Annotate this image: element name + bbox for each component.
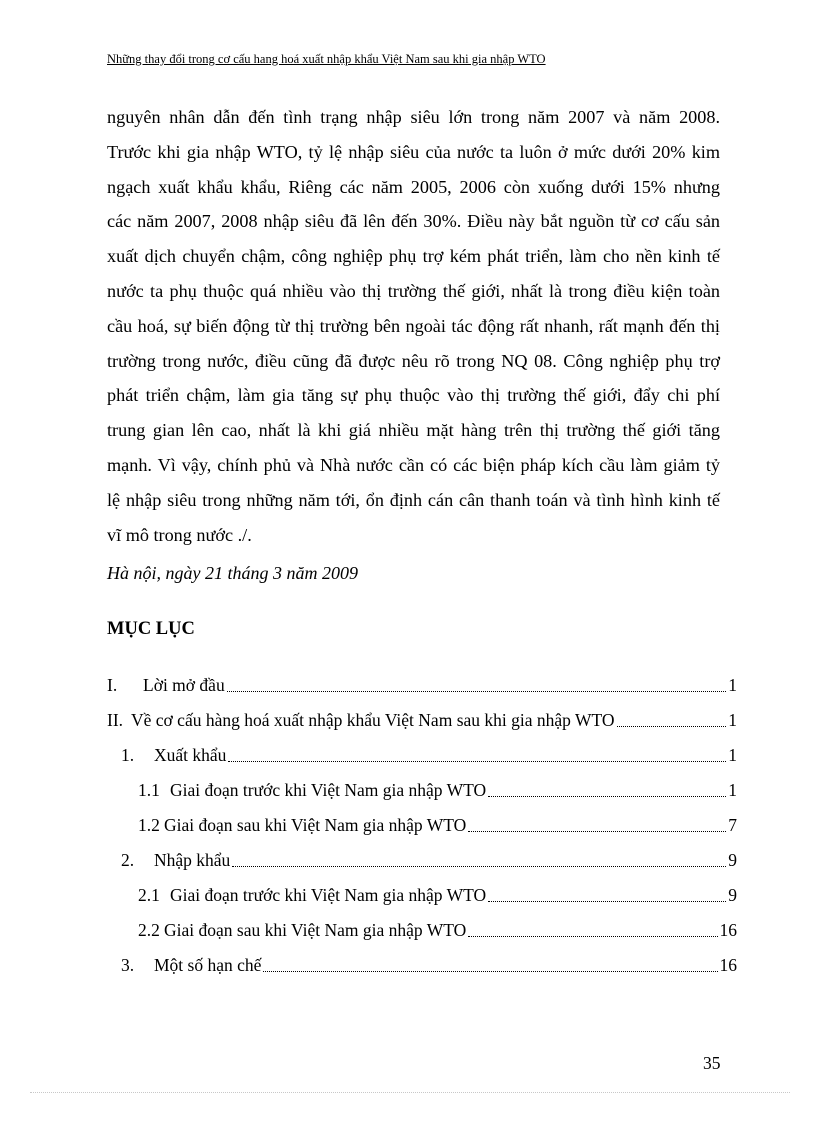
toc-entry[interactable] — [107, 672, 737, 698]
toc-entry-label: Giai đoạn trước khi Việt Nam gia nhập WTO — [170, 780, 487, 800]
toc-entry-page: 9 — [728, 850, 737, 870]
page-number: 35 — [703, 1053, 721, 1073]
body-paragraph — [107, 100, 720, 552]
toc-entry-page: 16 — [719, 955, 737, 975]
toc-leader-dots — [263, 970, 717, 972]
toc-entry-number: II. — [107, 710, 124, 730]
toc-entry-number: 2. — [121, 850, 135, 870]
toc-entry-label: Nhập khẩu — [154, 850, 231, 870]
toc-leader-dots — [232, 865, 726, 867]
toc-entry-page: 1 — [728, 710, 737, 730]
toc-entry-page: 16 — [719, 920, 737, 940]
toc-title: MỤC LỤC — [107, 619, 195, 639]
toc-entry[interactable] — [138, 777, 737, 803]
toc-entry-page: 7 — [728, 815, 737, 835]
body-line: vĩ mô trong nước ./. — [107, 524, 252, 545]
body-line: nguyên nhân dẫn đến tình trạng nhập siêu lớn trong năm 2007 và năm 2008. — [107, 107, 720, 127]
toc-entry-page: 9 — [728, 885, 737, 905]
toc-leader-dots — [468, 830, 726, 832]
toc-entry-label: Một số hạn chế — [154, 955, 262, 975]
toc-entry[interactable] — [121, 742, 737, 768]
body-line: xuất dịch chuyển chậm, công nghiệp phụ trợ kém phát triển, làm cho nền kinh tế — [107, 246, 720, 267]
toc-entry-label: Xuất khẩu — [154, 745, 227, 765]
toc-entry[interactable] — [138, 882, 737, 908]
toc-leader-dots — [227, 690, 727, 692]
toc-entry-number: 2.2 — [138, 920, 160, 940]
body-line: trung gian lên cao, nhất là khi giá nhiều mặt hàng trên thị trường thế giới tăng — [107, 420, 720, 441]
toc-entry-label: Giai đoạn sau khi Việt Nam gia nhập WTO — [164, 815, 467, 835]
toc-leader-dots — [488, 795, 726, 797]
toc-entry-number: 1.2 — [138, 815, 160, 835]
body-line: cầu hoá, sự biến động từ thị trường bên ngoài tác động rất nhanh, rất mạnh đến thị — [107, 315, 720, 336]
body-line: trường trong nước, điều cũng đã được nêu rõ trong NQ 08. Công nghiệp phụ trợ — [107, 350, 720, 371]
running-header: Những thay đổi trong cơ cấu hang hoá xuất nhập khẩu Việt Nam sau khi gia nhập WTO — [107, 52, 546, 66]
toc-leader-dots — [488, 900, 726, 902]
footer-divider — [30, 1092, 790, 1093]
toc-entry-label: Giai đoạn sau khi Việt Nam gia nhập WTO — [164, 920, 467, 940]
toc-entry[interactable] — [121, 847, 737, 873]
toc-entry-label: Lời mở đầu — [143, 675, 225, 695]
toc-leader-dots — [617, 725, 727, 727]
toc-entry-number: 2.1 — [138, 885, 160, 905]
toc-entry[interactable] — [138, 917, 737, 943]
date-line: Hà nội, ngày 21 tháng 3 năm 2009 — [107, 563, 358, 583]
body-line: Trước khi gia nhập WTO, tỷ lệ nhập siêu của nước ta luôn ở mức dưới 20% kim — [107, 141, 720, 162]
toc-entry-page: 1 — [728, 745, 737, 765]
toc-entry-page: 1 — [728, 780, 737, 800]
toc-entry-label: Về cơ cấu hàng hoá xuất nhập khẩu Việt Nam sau khi gia nhập WTO — [131, 710, 615, 730]
toc-entry-number: 3. — [121, 955, 135, 975]
toc-entry[interactable] — [138, 812, 737, 838]
body-line: ngạch xuất khẩu khẩu, Riêng các năm 2005, 2006 còn xuống dưới 15% nhưng — [107, 176, 720, 197]
body-line: phát triển chậm, làm gia tăng sự phụ thuộc vào thị trường thế giới, đẩy chi phí — [107, 385, 720, 406]
toc-leader-dots — [468, 935, 717, 937]
body-line: mạnh. Vì vậy, chính phủ và Nhà nước cần có các biện pháp kích cầu làm giảm tỷ — [107, 454, 720, 475]
toc-leader-dots — [228, 760, 726, 762]
toc-entry[interactable] — [107, 707, 737, 733]
toc-entry[interactable] — [121, 952, 737, 978]
toc-entry-number: I. — [107, 675, 118, 695]
body-line: nước ta phụ thuộc quá nhiều vào thị trường thế giới, nhất là trong điều kiện toàn — [107, 280, 720, 301]
toc-entry-label: Giai đoạn trước khi Việt Nam gia nhập WTO — [170, 885, 487, 905]
body-line: lệ nhập siêu trong những năm tới, ổn định cán cân thanh toán và tình hình kinh tế — [107, 489, 720, 510]
toc-entry-number: 1.1 — [138, 780, 160, 800]
toc-entry-page: 1 — [728, 675, 737, 695]
body-line: các năm 2007, 2008 nhập siêu đã lên đến 30%. Điều này bắt nguồn từ cơ cấu sản — [107, 211, 720, 232]
toc-entry-number: 1. — [121, 745, 135, 765]
